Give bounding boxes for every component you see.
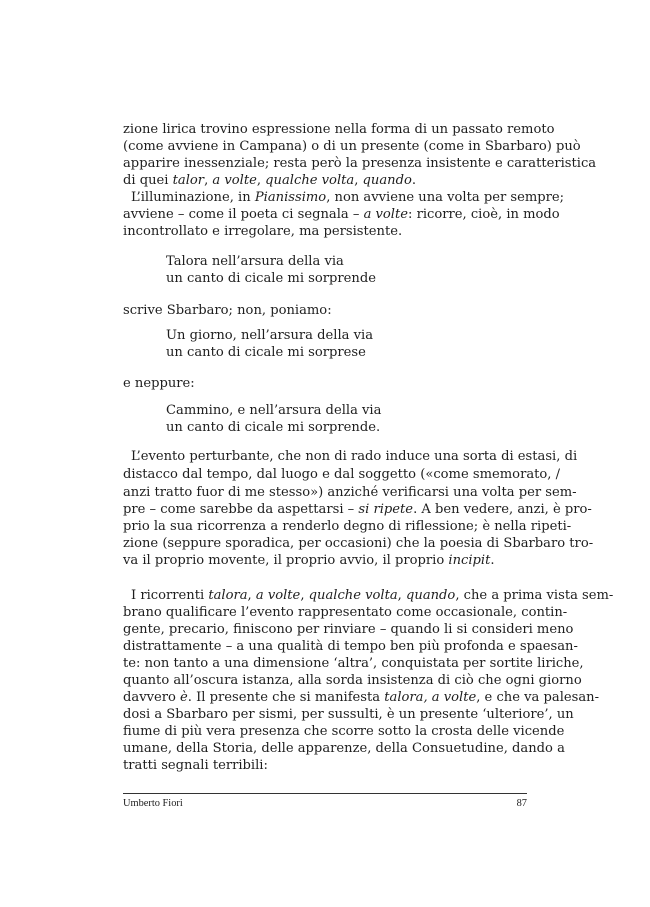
text-run: anzi tratto fuor di me stesso») anziché verificarsi una volta per sem-	[123, 485, 577, 500]
italic-run: a volte	[255, 588, 301, 603]
text-run: quanto all’oscura istanza, alla sorda insistenza di ciò che ogni giorno	[123, 673, 582, 688]
body-line	[123, 552, 527, 569]
text-run: un canto di cicale mi sorprese	[166, 345, 366, 360]
body-line	[123, 302, 527, 319]
body-line	[123, 604, 568, 621]
italic-run: qualche volta	[265, 173, 355, 188]
text-run: prio la sua ricorrenza a renderlo degno di riflessione; è nella ripeti-	[123, 519, 572, 534]
italic-run: si ripete	[358, 502, 414, 517]
text-run: fiume di più vera presenza che scorre sotto la crosta delle vicende	[123, 724, 565, 739]
body-line	[123, 223, 527, 240]
verse-line	[166, 344, 526, 361]
verse-line	[166, 327, 526, 344]
body-line	[123, 501, 592, 518]
italic-run: talora	[208, 588, 248, 603]
text-run: zione lirica trovino espressione nella forma di un passato remoto	[123, 122, 555, 137]
text-run: dosi a Sbarbaro per sismi, per sussulti, è un presente ‘ulteriore’, un	[123, 707, 574, 722]
text-run: gente, precario, finiscono per rinviare – quando li si consideri meno	[123, 622, 574, 637]
body-line	[131, 448, 578, 465]
body-line	[123, 172, 527, 189]
text-run: un canto di cicale mi sorprende.	[166, 420, 381, 435]
footer-author: Umberto Fiori	[123, 798, 183, 809]
italic-run: talor	[172, 173, 205, 188]
text-run: .	[411, 173, 417, 188]
text-run: , non avviene una volta per sempre;	[326, 190, 565, 205]
text-run: ,	[247, 588, 256, 603]
page-number: 87	[516, 798, 527, 809]
text-run: di quei	[123, 173, 173, 188]
text-run: avviene – come il poeta ci segnala –	[123, 207, 364, 222]
text-run: (come avviene in Campana) o di un presente (come in Sbarbaro) può	[123, 139, 581, 154]
text-run: va il proprio movente, il proprio avvio, il proprio	[123, 553, 449, 568]
body-line	[123, 706, 574, 723]
italic-run: incipit	[448, 553, 491, 568]
body-line	[123, 672, 582, 689]
text-run: L’illuminazione, in	[131, 190, 255, 205]
body-line	[123, 740, 565, 757]
italic-run: Pianissimo	[254, 190, 327, 205]
text-run: Un giorno, nell’arsura della via	[166, 328, 374, 343]
body-line	[123, 138, 581, 155]
text-run: pre – come sarebbe da aspettarsi –	[123, 502, 359, 517]
body-line	[123, 121, 555, 138]
text-run: Cammino, e nell’arsura della via	[166, 403, 382, 418]
italic-run: a volte	[363, 207, 409, 222]
body-line	[123, 689, 600, 706]
text-run: , e che va palesan-	[476, 690, 600, 705]
text-run: te: non tanto a una dimensione ‘altra’, conquistata per sortite liriche,	[123, 656, 584, 671]
verse-line	[166, 270, 526, 287]
body-line	[123, 655, 584, 672]
italic-run: quando	[406, 588, 456, 603]
text-run: : ricorre, cioè, in modo	[408, 207, 560, 222]
body-line	[131, 587, 614, 604]
body-line	[123, 638, 578, 655]
italic-run: qualche volta	[308, 588, 398, 603]
text-run: .	[490, 553, 495, 568]
body-line	[123, 484, 577, 501]
text-run: ,	[300, 588, 309, 603]
text-run: un canto di cicale mi sorprende	[166, 271, 376, 286]
body-line	[123, 723, 565, 740]
text-run: tratti segnali terribili:	[123, 758, 268, 773]
text-run: . A ben vedere, anzi, è pro-	[413, 502, 592, 517]
text-run: zione (seppure sporadica, per occasioni) che la poesia di Sbarbaro tro-	[123, 536, 594, 551]
text-run: , che a prima vista sem-	[455, 588, 614, 603]
body-line	[123, 155, 597, 172]
text-run: distrattamente – a una qualità di tempo ben più profonda e spaesan-	[123, 639, 578, 654]
italic-run: quando	[362, 173, 412, 188]
text-run: apparire inessenziale; resta però la presenza insistente e caratteristica	[123, 156, 597, 171]
body-line	[123, 535, 594, 552]
body-line	[123, 466, 561, 483]
text-run: ,	[354, 173, 363, 188]
text-run: I ricorrenti	[131, 588, 209, 603]
text-run: ,	[204, 173, 213, 188]
text-run: e neppure:	[123, 376, 195, 391]
text-run: davvero	[123, 690, 181, 705]
body-line	[123, 757, 527, 774]
text-run: umane, della Storia, delle apparenze, della Consuetudine, dando a	[123, 741, 565, 756]
text-run: ,	[256, 173, 266, 188]
verse-line	[166, 253, 526, 270]
body-line	[123, 621, 574, 638]
text-run: Talora nell’arsura della via	[166, 254, 344, 269]
verse-line	[166, 419, 526, 436]
body-line	[123, 206, 560, 223]
body-line	[123, 375, 527, 392]
footer-rule	[123, 793, 527, 794]
body-line	[131, 189, 565, 206]
text-run: L’evento perturbante, che non di rado induce una sorta di estasi, di	[131, 449, 578, 464]
body-line	[123, 518, 572, 535]
italic-run: è	[180, 690, 188, 705]
verse-line	[166, 402, 526, 419]
text-run: . Il presente che si manifesta	[187, 690, 385, 705]
italic-run: talora, a volte	[384, 690, 477, 705]
text-run: scrive Sbarbaro; non, poniamo:	[123, 303, 332, 318]
italic-run: a volte	[212, 173, 257, 188]
text-run: distacco dal tempo, dal luogo e dal soggetto («come smemorato, /	[123, 467, 561, 482]
text-run: ,	[397, 588, 406, 603]
text-run: incontrollato e irregolare, ma persistente.	[123, 224, 403, 239]
text-run: brano qualificare l’evento rappresentato come occasionale, contin-	[123, 605, 568, 620]
